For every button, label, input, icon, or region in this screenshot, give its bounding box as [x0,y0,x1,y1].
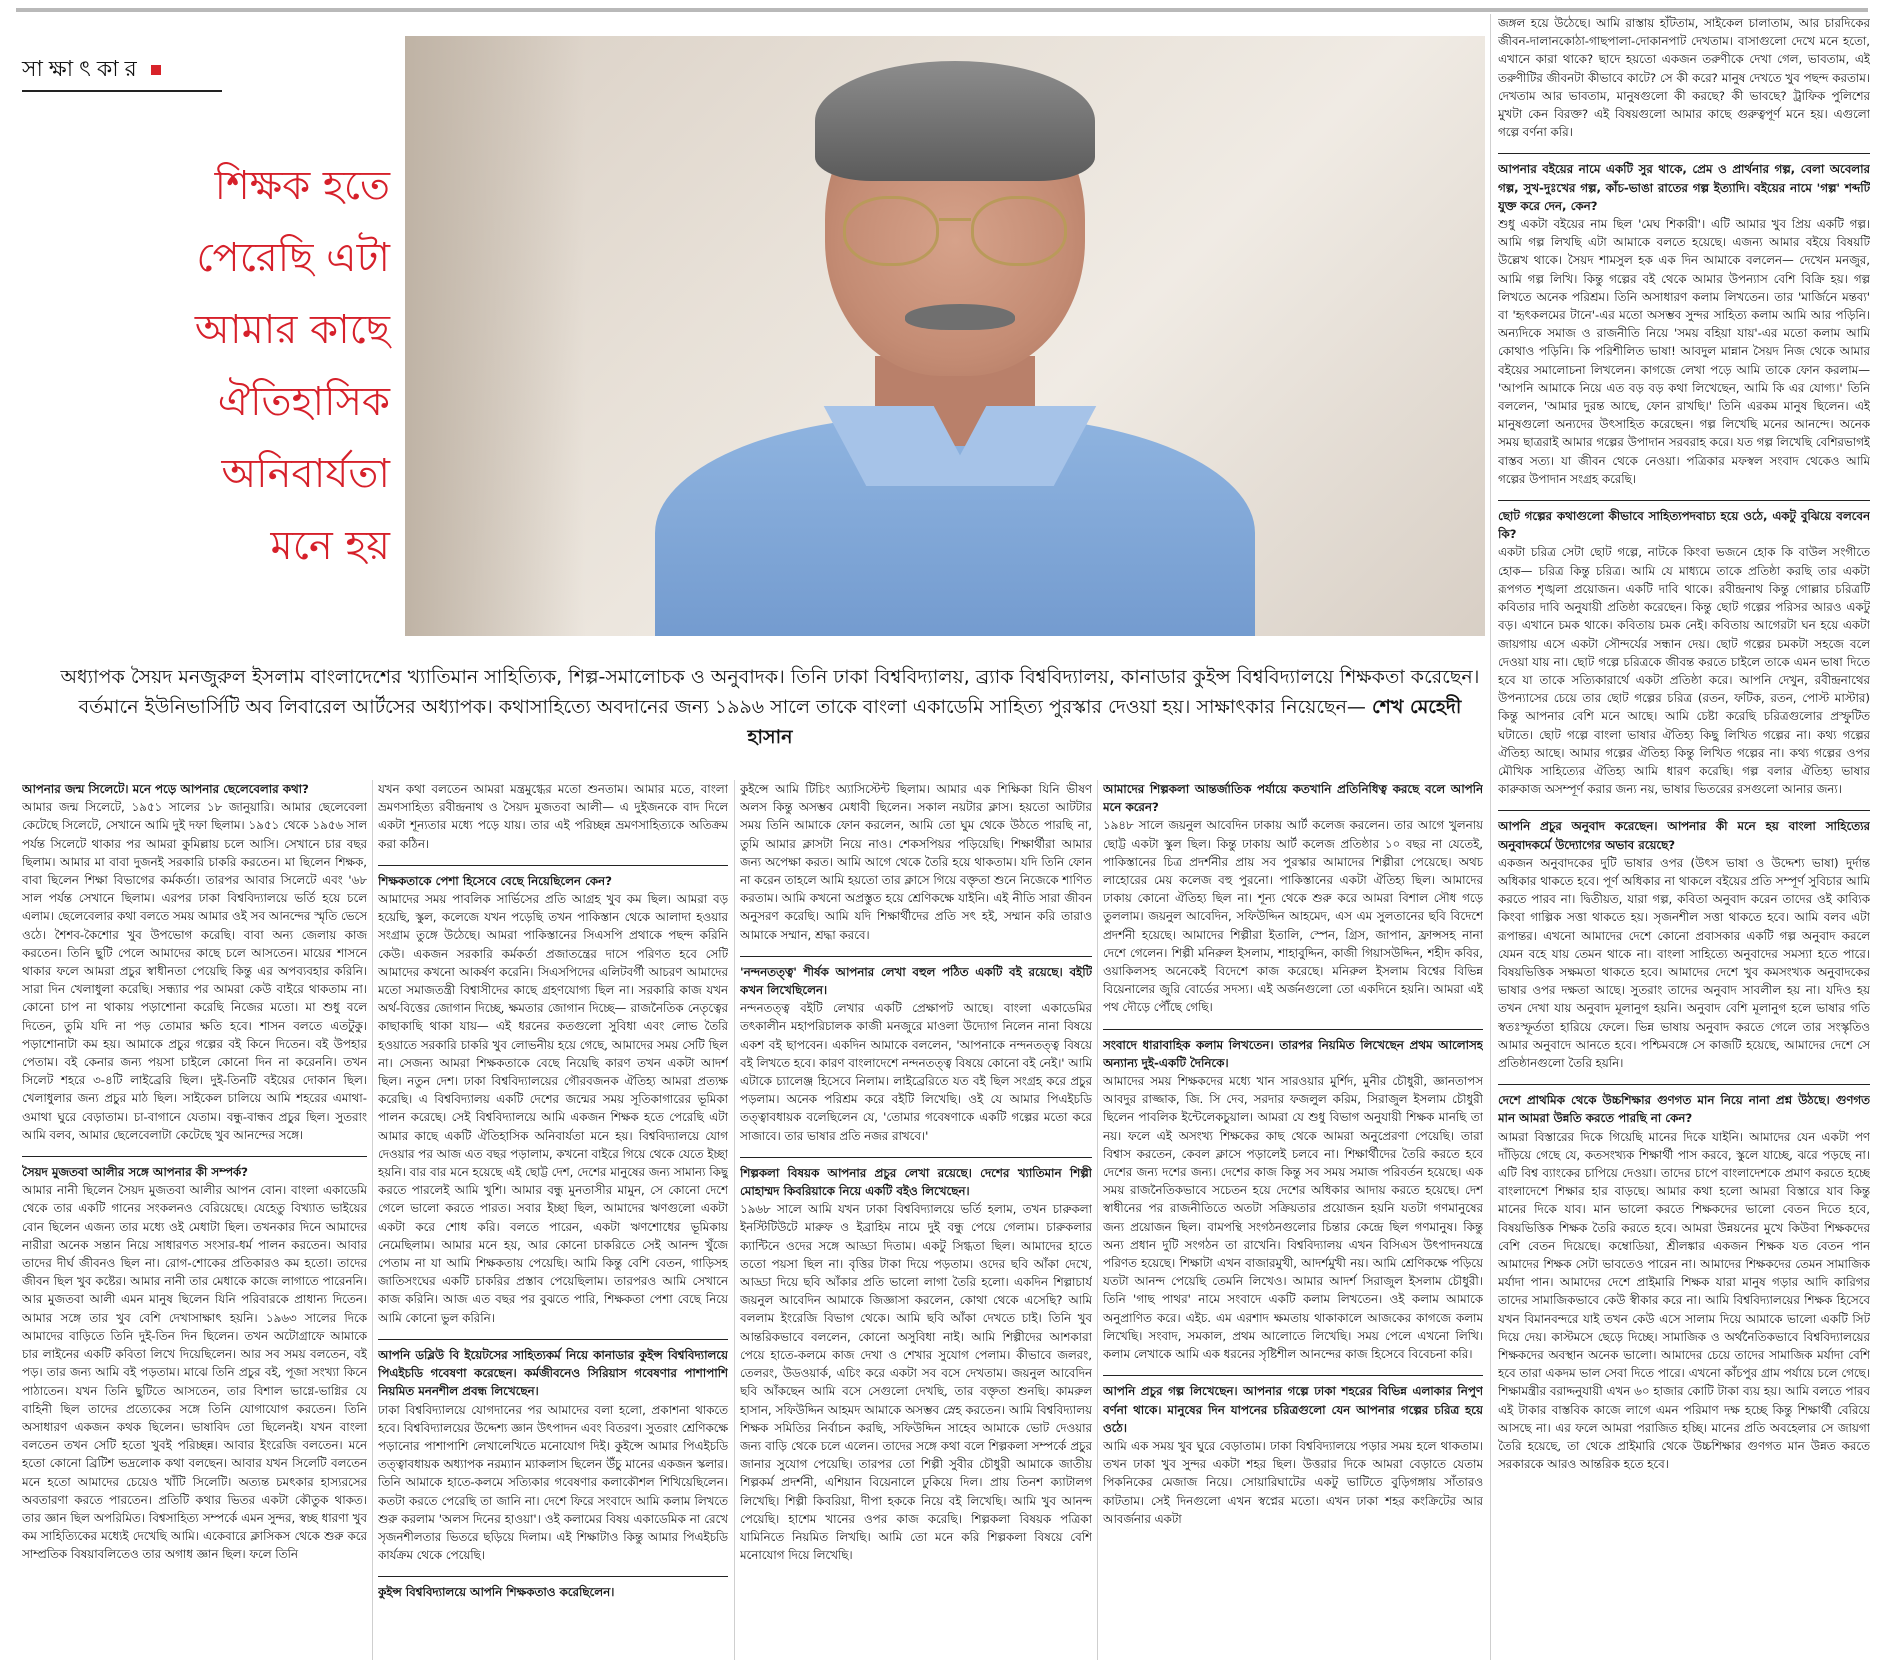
headline-line: মনে হয় [270,523,390,569]
question: সৈয়দ মুজতবা আলীর সঙ্গে আপনার কী সম্পর্ক? [22,1156,367,1181]
question: আপনি প্রচুর গল্প লিখেছেন। আপনার গল্পে ঢাকা শহরের বিভিন্ন এলাকার নিপুণ বর্ণনা থাকে। মানুষের দিন যাপনের চরিত্রগুলো যেন আপনার গল্পের চরিত্র হয়ে ওঠে। [1103,1375,1483,1437]
headline-line: পেরেছি এটা [196,235,390,281]
headline [90,150,390,582]
answer: আমার জন্ম সিলেটে, ১৯৫১ সালের ১৮ জানুয়ারি। আমার ছেলেবেলা কেটেছে সিলেটে, সেখানে আমি দুই দফা ছিলাম। ১৯৫১ থেকে ১৯৫৬ সাল পর্যন্ত সিলেটে থাকার পর আমরা কুমিল্লায় চলে আসি। সেখানে চার বছর ছিলাম। আমার মা বাবা দুজনই সরকারি চাকরি করতেন। মা ছিলেন শিক্ষক, বাবা ছিলেন শিক্ষা বিভাগের কর্মকর্তা। তারপর আবার সিলেটে এবং '৬৮ সাল পর্যন্ত সেখানে ছিলাম। এরপর ঢাকা বিশ্ববিদ্যালয়ে ভর্তি হয়ে চলে এলাম। ছেলেবেলার কথা বলতে সময় আমার ওই সব আনন্দের স্মৃতি ভেসে ওঠে। শৈশব-কৈশোর খুব উপভোগ করেছি। বাবা অন্য জেলায় কাজ করতেন। তিনি ছুটি পেলে আমাদের কাছে চলে আসতেন। মায়ের শাসনে থাকার ফলে আমরা প্রচুর স্বাধীনতা পেয়েছি কিন্তু এর অপব্যবহার করিনি। সারা দিন খেলাধুলা করেছি। সন্ধ্যার পর আমরা কেউ বাইরে থাকতাম না। কোনো চাপ না থাকায় পড়াশোনা করেছি নিজের মতো। মা শুধু বলে দিতেন, তুমি যদি না পড় তোমার ক্ষতি হবে। শাসন বলতে এতটুকু। পড়াশোনাটা কম হয়। আমাকে প্রচুর গল্পের বই কিনে দিতেন। বই উপহার পেতাম। বই কেনার জন্য পয়সা চাইলে কোনো দিন না করেননি। তখন সিলেট শহরে ৩-৪টি লাইব্রেরি ছিল। দুই-তিনটি বইয়ের দোকান ছিল। খেলাধুলার জন্য প্রচুর মাঠ ছিল। সাইকেল চালিয়ে আমি শহরের এমাথা-ওমাথা ঘুরে বেড়াতাম। চা-বাগানে যেতাম। বন্ধু-বান্ধব প্রচুর ছিল। সুতরাং আমি বলব, আমার ছেলেবেলাটা কেটেছে খুব আনন্দের সঙ্গে। [22,800,367,1142]
portrait-glasses [843,196,1067,266]
answer: ১৯৪৮ সালে জয়নুল আবেদিন ঢাকায় আর্ট কলেজ করলেন। তার আগে খুলনায় ছোট্ট একটা স্কুল ছিল। কিন্তু ঢাকায় আর্ট কলেজ প্রতিষ্ঠার ১০ বছর না যেতেই, পাকিস্তানের চিত্র প্রদর্শনীর প্রায় সব পুরস্কার আমাদের শিল্পীরা পেয়েছে। অথচ লাহোরের মেয় কলেজ বহু পুরনো। পাকিস্তানের একটা ঐতিহ্য ছিল। আমাদের ঢাকায় কোনো ঐতিহ্য ছিল না। শূন্য থেকে শুরু করে আমরা বিশাল সৌধ গড়ে তুললাম। জয়নুল আবেদিন, সফিউদ্দিন আহমেদ, এস এম সুলতানের ছবি বিদেশে প্রদর্শনী হয়েছে। আমাদের শিল্পীরা ইতালি, স্পেন, গ্রিস, জাপান, ফ্রান্সসহ নানা দেশে গেলেন। শিল্পী মনিরুল ইসলাম, শাহাবুদ্দিন, কাজী গিয়াসউদ্দিন, শহীদ কবির, ওয়াকিলসহ অনেকেই বিদেশে কাজ করেছে। মনিরুল ইসলাম বিশ্বের বিভিন্ন বিয়েনালের জুরি বোর্ডের সদস্য। এই অর্জনগুলো তো একদিনে হয়নি। আমরা এই পথ দৌড়ে পৌঁছে গেছি। [1103,818,1483,1015]
question: আপনি প্রচুর অনুবাদ করেছেন। আপনার কী মনে হয় বাংলা সাহিত্যের অনুবাদকর্মে উদ্যোগের অভাব রয়েছে? [1498,810,1870,853]
article-column-1 [22,780,367,1660]
question: আমাদের শিল্পকলা আন্তর্জাতিক পর্যায়ে কতখানি প্রতিনিধিত্ব করছে বলে আপনি মনে করেন? [1103,782,1483,815]
answer: যখন কথা বলতেন আমরা মন্ত্রমুগ্ধের মতো শুনতাম। আমার মতে, বাংলা ভ্রমণসাহিত্য রবীন্দ্রনাথ ও সৈয়দ মুজতবা আলী— এ দুইজনকে বাদ দিলে একটা শূন্যতার মধ্যে পড়ে যায়। তার এই পরিচ্ছন্ন ভ্রমণসাহিত্যকে অতিক্রম করা কঠিন। [378,782,728,851]
question: কুইন্স বিশ্ববিদ্যালয়ে আপনি শিক্ষকতাও করেছিলেন। [378,1576,728,1601]
question: ছোট গল্পের কথাগুলো কীভাবে সাহিত্যপদবাচ্য হয়ে ওঠে, একটু বুঝিয়ে বলবেন কি? [1498,500,1870,543]
intro-credit: শেখ মেহেদী হাসান [747,696,1462,748]
answer: জঙ্গল হয়ে উঠেছে। আমি রাস্তায় হাঁটতাম, সাইকেল চালাতাম, আর চারদিকের জীবন-দালানকোঠা-গাছপালা-দোকানপাট দেখতাম। বাসাগুলো দেখে মনে হতো, এখানে কারা থাকে? ছাদে হয়তো একজন তরুণীকে দেখা গেল, ভাবতাম, এই তরুণীটির জীবনটা কীভাবে কাটে? সে কী করে? মানুষ দেখতে খুব পছন্দ করতাম। দেখতাম আর ভাবতাম, মানুষগুলো কী করছে? কী ভাবছে? ট্রাফিক পুলিশের মুখটা কেন বিরক্ত? এই বিষয়গুলো আমার কাছে গুরুত্বপূর্ণ মনে হয়। এগুলো গল্পে বর্ণনা করি। [1498,16,1870,140]
question: 'নন্দনতত্ত্ব' শীর্ষক আপনার লেখা বহুল পঠিত একটি বই রয়েছে। বইটি কখন লিখেছিলেন। [740,956,1092,999]
article-column-2 [378,780,728,1660]
answer: একজন অনুবাদকের দুটি ভাষার ওপর (উৎস ভাষা ও উদ্দেশ্য ভাষা) দুর্দান্ত অধিকার থাকতে হবে। পূর্ণ অধিকার না থাকলে বইয়ের প্রতি সম্পূর্ণ সুবিচার আমি করতে পারব না। দ্বিতীয়ত, যারা গল্প, কবিতা অনুবাদ করেন তাদের ওই কাব্যিক কিংবা গাল্পিক সত্তা থাকতে হয়। সৃজনশীল সত্তা থাকতে হবে। আমি বলব এটা রূপান্তর। এখনো আমাদের দেশে কোনো প্রবাসকার একটি গল্প অনুবাদ করলে যেমন বহে যায় তেমন থাকে না। বাংলা সাহিত্যে অনুবাদের সমস্যা হতে পারে। বিষয়ভিত্তিক সক্ষমতা থাকতে হবে। আমাদের দেশে খুব কমসংখ্যক অনুবাদকের ভাষার ওপর দক্ষতা আছে। সুতরাং তাদের অনুবাদ সাবলীল হয় না। যদিও হয় তখন দেখা যায় অনুবাদ মূলানুগ হয়নি। অনুবাদ বেশি মূলানুগ হলে ভাষার গতি স্বতঃস্ফূর্ততা হারিয়ে ফেলে। ভিন্ন ভাষায় অনুবাদ করতে গেলে তার সংস্কৃতিও আমার অনুবাদে আনতে হবে। পশ্চিমবঙ্গে সে কাজটি হয়েছে, আমাদের দেশে সে প্রতিষ্ঠানগুলো তৈরি হয়নি। [1498,855,1870,1070]
section-kicker-label: সাক্ষাৎকার [22,57,143,82]
answer: আমার নানী ছিলেন সৈয়দ মুজতবা আলীর আপন বোন। বাংলা একাডেমি থেকে তার একটি গানের সংকলনও বেরিয়েছে। যেহেতু বিখ্যাত ভাইয়ের বোন ছিলেন এজন্য তার মধ্যে ওই মেধাটা ছিল। তখনকার দিনে আমাদের নারীরা অনেক সন্তান নিয়ে সাধারণত সংসার-ধর্ম পালন করতেন। আবার তাদের দীর্ঘ জীবনও ছিল না। রোগ-শোকের প্রতিকারও কম হতো। তাদের জীবন ছিল খুব কষ্টের। আমার নানী তার মেধাকে কাজে লাগাতে পারেননি। আর মুজতবা আলী এমন মানুষ ছিলেন যিনি পরিবারকে প্রাধান্য দিতেন। আমার সঙ্গে তার খুব বেশি দেখাসাক্ষাৎ হয়নি। ১৯৬৩ সালের দিকে আমাদের বাড়িতে তিনি দুই-তিন দিন ছিলেন। তখন অটোগ্রাফে আমাকে চার লাইনের একটি কবিতা লিখে দিয়েছিলেন। আর সব সময় বলতেন, বই পড়। তার জন্য আমি বই পড়তাম। মাঝে তিনি প্রচুর বই, পূজা সংখ্যা কিনে পাঠাতেন। যখন তিনি ছুটিতে আসতেন, তার বিশাল ভাগ্নে-ভাগ্নির যে বাহিনী ছিল তাদের প্রত্যেকের সঙ্গে তিনি যোগাযোগ করতেন। তিনি অসাধারণ একজন কথক ছিলেন। ভাষাবিদ তো ছিলেনই। যখন বাংলা বলতেন তখন সেটি হতো খুবই পরিচ্ছন্ন। আবার ইংরেজি বলতেন। মনে হতো কোনো ব্রিটিশ ভদ্রলোক কথা বলছেন। আবার যখন সিলেটি বলতেন মনে হতো আমাদের চেয়েও খাঁটি সিলেটি। অত্যন্ত চমৎকার হাস্যরসের অবতারণা করতে পারতেন। প্রতিটি কথার ভিতর একটা কৌতুক থাকত। তার জ্ঞান ছিল অপরিমিত। বিশ্বসাহিত্য সম্পর্কে এমন সুন্দর, স্বচ্ছ ধারণা খুব কম সাহিত্যিকের মধ্যেই দেখেছি আমি। একেবারে ক্লাসিকস থেকে শুরু করে সাম্প্রতিক বিষয়াবলিতেও তার অগাধ জ্ঞান ছিল। ফলে তিনি [22,1183,367,1562]
question: আপনি ডব্লিউ বি ইয়েটসের সাহিত্যকর্ম নিয়ে কানাডার কুইন্স বিশ্ববিদ্যালয়ে পিএইচডি গবেষণা করেছেন। কর্মজীবনেও সিরিয়াস গবেষণার পাশাপাশি নিয়মিত মননশীল প্রবন্ধ লিখেছেন। [378,1339,728,1401]
answer: একটা চরিত্র সেটা ছোট গল্পে, নাটকে কিংবা ভজনে হোক কি বাউল সংগীতে হোক— চরিত্র কিন্তু চরিত্র। আমি যে মাধ্যমে তাকে প্রতিষ্ঠা করছি তার একটা রূপগত শৃঙ্খলা প্রয়োজন। একটি দাবি থাকে। রবীন্দ্রনাথ কিন্তু গোল্লার চরিত্রটি কবিতার দাবি অনুযায়ী প্রতিষ্ঠা করেছেন। কিন্তু ছোট গল্পের পরিসর আরও একটু বড়। এখানে চমক থাকে। কবিতায় চমক নেই। কবিতায় আগেরটা ঘন হয়ে একটা জায়গায় এসে একটা সৌন্দর্যের সন্ধান দেয়। ছোট গল্পের চমকটা সহজে বলে দেওয়া যায় না। ছোট গল্পে চরিত্রকে জীবন্ত করতে চাইলে তাকে এমন ভাষা দিতে হবে যা তাকে সত্যিকারার্থে একটা প্রতিষ্ঠা করে। আপনি দেখুন, রবীন্দ্রনাথের উপন্যাসের চেয়ে তার ছোট গল্পের চরিত্র (রতন, ফটিক, রতন, পোস্ট মাস্টার) কিন্তু আপনার বেশি মনে আছে। আমি চেষ্টা করেছি চরিত্রগুলোর প্রস্ফুটিত ঘটাতে। ছোট গল্পে বাংলা ভাষার ঐতিহ্য কিছু লিখিত গল্পের না। কথ্য গল্পের ঐতিহ্য আছে। আমার গল্পের ঐতিহ্য কিন্তু লিখিত গল্পের না। কথ্য গল্পের ওপর মৌখিক সাহিত্যের ঐতিহ্য আমি ধারণ করেছি। গল্প বলার ঐতিহ্য ভাষার কারুকাজ অসম্পূর্ণ করার জন্য নয়, ভাষার ভিতরের রসগুলো আনার জন্য। [1498,545,1870,797]
glasses-lens-right [971,196,1067,266]
red-square-icon [151,65,161,75]
question: শিল্পকলা বিষয়ক আপনার প্রচুর লেখা রয়েছে। দেশের খ্যাতিমান শিল্পী মোহাম্মদ কিবরিয়াকে নিয়ে একটি বইও লিখেছেন। [740,1157,1092,1200]
photo-background [405,36,585,636]
answer: কুইন্সে আমি টিচিং অ্যাসিস্টেন্ট ছিলাম। আমার এক শিক্ষিকা যিনি ভীষণ অলস কিন্তু অসম্ভব মেধাবী ছিলেন। সকাল নয়টার ক্লাস। হয়তো আটটার সময় তিনি আমাকে ফোন করলেন, আমি তো ঘুম থেকে উঠতে পারছি না, তুমি আমার ক্লাসটা নিয়ে নাও। শেকসপিয়র পড়িয়েছি। শিক্ষার্থীরা আমার জন্য অপেক্ষা করত। আমি আগে থেকে তৈরি হয়ে থাকতাম। যদি তিনি ফোন না করেন তাহলে আমি হয়তো তার ক্লাসে গিয়ে বক্তৃতা শুনে নিজেকে শাণিত করতাম। আমি কখনো অপ্রস্তুত হয়ে শ্রেণিকক্ষে যাইনি। এই নীতি সারা জীবন অনুসরণ করেছি। আমি যদি শিক্ষার্থীদের প্রতি সৎ হই, সম্মান করি তারাও আমাকে সম্মান, শ্রদ্ধা করবে। [740,782,1092,942]
intro-body: অধ্যাপক সৈয়দ মনজুরুল ইসলাম বাংলাদেশের খ্যাতিমান সাহিত্যিক, শিল্প-সমালোচক ও অনুবাদক। তিনি ঢাকা বিশ্ববিদ্যালয়, ব্র্যাক বিশ্ববিদ্যালয়, কানাডার কুইন্স বিশ্ববিদ্যালয়ে শিক্ষকতা করেছেন। বর্তমানে ইউনিভার্সিটি অব লিবারেল আর্টসের অধ্যাপক। কথাসাহিত্যে অবদানের জন্য ১৯৯৬ সালে তাকে বাংলা একাডেমি সাহিত্য পুরস্কার দেওয়া হয়। সাক্ষাৎকার নিয়েছেন— [60,666,1480,718]
intro-paragraph [60,662,1480,752]
article-column-3 [740,780,1092,1660]
answer: আমাদের সময় পাবলিক সার্ভিসের প্রতি আগ্রহ খুব কম ছিল। আমরা বড় হয়েছি, স্কুল, কলেজে যখন পড়েছি তখন পাকিস্তান থেকে আলাদা হওয়ার সংগ্রাম তুঙ্গে উঠেছে। আমরা পাকিস্তানের সিএসপি প্রথাকে পছন্দ করিনি কেউ। একজন সরকারি কর্মকর্তা প্রজাতন্ত্রের দাসে পরিণত হবে সেটি আমাদের কখনো আকর্ষণ করেনি। সিএসপিদের এলিটবর্গী আচরণ আমাদের মতো সমাজতন্ত্রী বিশ্বাসীদের কাছে গ্রহণযোগ্য ছিল না। সরকারি কাজ যখন অর্থ-বিত্তের জোগান দিচ্ছে, ক্ষমতার জোগান দিচ্ছে— রাজনৈতিক নেতৃত্বের কাছাকাছি থাকা যায়— এই ধরনের কতগুলো সুবিধা এবং লোভ তৈরি হওয়াতে সরকারি চাকরি খুব লোভনীয় হয়ে গেছে, আমাদের সময় সেটি ছিল না। সেজন্য আমরা শিক্ষকতাকে বেছে নিয়েছি কারণ তখন একটা আদর্শ ছিল। নতুন দেশ। ঢাকা বিশ্ববিদ্যালয়ের গৌরবজনক ঐতিহ্য আমরা প্রত্যক্ষ করেছি। এ বিশ্ববিদ্যালয় একটি দেশের জন্মের সময় সূতিকাগারের ভূমিকা পালন করেছে। সেই বিশ্ববিদ্যালয়ে আমি একজন শিক্ষক হতে পেরেছি এটা আমার কাছে একটি ঐতিহাসিক অনিবার্যতা মনে হয়। বিশ্ববিদ্যালয়ে যোগ দেওয়ার পর আজ এত বছর পড়ালাম, কখনো বাইরে গিয়ে থেকে যেতে ইচ্ছা হয়নি। বার বার মনে হয়েছে এই ছোট্ট দেশ, দেশের মানুষের জন্য সামান্য কিছু করতে পারলেই আমি খুশি। আমার বন্ধু মুনতাসীর মামুন, সে কোনো দেশে গেলে ভালো করতে পারত। সবার ইচ্ছা ছিল, আমাদের ঋণগুলো একটা একটা করে শোধ করি। বলতে পারেন, একটা ঋণশোধের ভূমিকায় নেমেছিলাম। আমার মনে হয়, আর কোনো চাকরিতে সেই আনন্দ খুঁজে পেতাম না যা আমি শিক্ষকতায় পেয়েছি। আমি কিন্তু বেশি বেতন, গাড়িসহ জাতিসংঘের একটি চাকরির প্রস্তাব পেয়েছিলাম। তারপরও আমি সেখানে কাজ করিনি। আজ এত বছর পর বুঝতে পারি, শিক্ষকতা পেশা বেছে নিয়ে আমি কোনো ভুল করিনি। [378,892,728,1325]
column-divider [1097,780,1098,1660]
glasses-bridge [939,218,971,221]
section-kicker [22,52,161,89]
column-divider [372,780,373,1660]
headline-line: আমার কাছে [194,307,390,353]
column-divider [1490,14,1491,1660]
answer: ঢাকা বিশ্ববিদ্যালয়ে যোগদানের পর আমাদের বলা হলো, প্রকাশনা থাকতে হবে। বিশ্ববিদ্যালয়ের উদ্দেশ্য জ্ঞান উৎপাদন এবং বিতরণ। সুতরাং শ্রেণিকক্ষে পড়ানোর পাশাপাশি লেখালেখিতে মনোযোগ দিই। কুইন্সে আমার পিএইচডি তত্ত্বাবধায়ক অধ্যাপক নরম্যান ম্যাকলাস ছিলেন উঁচু মানের একজন স্কলার। তিনি আমাকে হাতে-কলমে সত্যিকার গবেষণার কলাকৌশল শিখিয়েছিলেন। কতটা করতে পেরেছি তা জানি না। দেশে ফিরে সংবাদে আমি কলাম লিখতে শুরু করলাম 'অলস দিনের হাওয়া'। ওই কলামের বিষয় একাডেমিক না রেখে সৃজনশীলতার ভিতরে ছড়িয়ে দিলাম। এই শিক্ষাটাও কিন্তু আমার পিএইচডি কার্যক্রম থেকে পেয়েছি। [378,1402,728,1563]
article-column-4 [1103,780,1483,1660]
headline-line: শিক্ষক হতে [214,163,390,209]
article-column-5 [1498,14,1870,1660]
answer: আমি এক সময় খুব ঘুরে বেড়াতাম। ঢাকা বিশ্ববিদ্যালয়ে পড়ার সময় হলে থাকতাম। তখন ঢাকা খুব সুন্দর একটা শহর ছিল। উত্তরার দিকে আমরা বেড়াতে যেতাম পিকনিকের মেজাজ নিয়ে। সোয়ারিঘাটের একটু ভাটিতে বুড়িগঙ্গায় সাঁতারও কাটতাম। সেই দিনগুলো এখন স্বপ্নের মতো। এখন ঢাকা শহর কংক্রিটের আর আবর্জনার একটা [1103,1438,1483,1526]
answer: আমাদের সময় শিক্ষকদের মধ্যে খান সারওয়ার মুর্শিদ, মুনীর চৌধুরী, জ্ঞানতাপস আবদুর রাজ্জাক, জি. সি দেব, সরদার ফজলুল করিম, সিরাজুল ইসলাম চৌধুরী ছিলেন পাবলিক ইন্টেলেকচুয়াল। আমরা যে শুধু বিভাগ অনুযায়ী শিক্ষক মানছি তা নয়। ফলে এই অসংখ্য শিক্ষকের কাছ থেকে আমরা অনুপ্রেরণা পেয়েছি। তারা বিশ্বাস করতেন, কেবল ক্লাসে পড়ালেই চলবে না। শিক্ষার্থীদের তৈরি করতে হবে দেশের জন্য দশের জন্য। দেশের কাজ কিন্তু সব সময় সমাজ পরিবর্তন হয়েছে। এক সময় রাজনৈতিকভাবে সচেতন হয়ে দেশের অধিকার আদায় করতে হয়েছে। দেশ স্বাধীনের পর রাজনীতিতে অতটা সক্রিয়তার প্রয়োজন হয়নি যতটা গণমানুষের জন্য প্রয়োজন ছিল। বামপন্থি সংগঠনগুলোর চিন্তার কেন্দ্রে ছিল গণমানুষ। কিন্তু অন্য প্রধান দুটি সংগঠন তা রাখেনি। বিশ্ববিদ্যালয় এখন বিসিএস উৎপাদনযন্ত্রে পরিণত হয়েছে। শিক্ষাটা এখন বাজারমুখী, আদর্শমুখী নয়। আমি শ্রেণিকক্ষে পড়িয়ে যতটা আনন্দ পেয়েছি তেমনি লিখেও। আমার আদর্শ সিরাজুল ইসলাম চৌধুরী। তিনি 'গাছ পাথর' নামে সংবাদে একটি কলাম লিখতেন। ওই কলাম আমাকে অনুপ্রাণিত করে। এইচ. এম এরশাদ ক্ষমতায় থাকাকালে আজকের কাগজে কলাম লিখেছি। সংবাদ, সমকাল, প্রথম আলোতে লিখেছি। সময় পেলে এখনো লিখি। কলাম লেখাকে আমি এক ধরনের সৃষ্টিশীল আনন্দের কাজ হিসেবে বিবেচনা করি। [1103,1074,1483,1362]
question: আপনার বইয়ের নামে একটি সুর থাকে, প্রেম ও প্রার্থনার গল্প, বেলা অবেলার গল্প, সুখ-দুঃখের গল্প, কাঁচ-ভাঙা রাতের গল্প ইত্যাদি। বইয়ের নামে 'গল্প' শব্দটি যুক্ত করে দেন, কেন? [1498,153,1870,215]
answer: আমরা বিস্তারের দিকে গিয়েছি মানের দিকে যাইনি। আমাদের যেন একটা পণ দাঁড়িয়ে গেছে যে, কতসংখ্যক শিক্ষার্থী পাস করবে, স্কুলে যাচ্ছে, ঝরে পড়ছে না। এটি বিশ্ব ব্যাংকের চাপিয়ে দেওয়া। তাদের চাপে বাংলাদেশকে প্রমাণ করতে হচ্ছে বাংলাদেশে শিক্ষার হার বাড়ছে। আমার কথা হলো আমরা বিস্তারে যাব কিন্তু মানের দিকে যাব। মান ভালো করতে শিক্ষকদের ভালো বেতন দিতে হবে, বিষয়ভিত্তিক শিক্ষক তৈরি করতে হবে। আমরা উন্নয়নের মুখে কিউবা শিক্ষকদের বেশি বেতন দিয়েছে। কম্বোডিয়া, শ্রীলঙ্কার একজন শিক্ষক যত বেতন পান আমাদের শিক্ষক সেটা ভাবতেও পারেন না। আমাদের শিক্ষকদের তেমন সামাজিক মর্যাদা পান। আমাদের দেশে প্রাইমারি শিক্ষক যারা মানুষ গড়ার আদি কারিগর তাদের সামাজিকভাবে কেউ স্বীকার করে না। আমি বিশ্ববিদ্যালয়ের শিক্ষক হিসেবে যখন বিমানবন্দরে যাই তখন কেউ এসে সালাম দিয়ে আমাকে ভালো একটি সিট দিয়ে দেয়। কাস্টমসে ছেড়ে দিচ্ছে। সামাজিক ও অর্থনৈতিকভাবে বিশ্ববিদ্যালয়ের শিক্ষকদের অবস্থান অনেক ভালো। আমাদের চেয়ে তাদের সামাজিক মর্যাদা বেশি হবে তারা একদম ভাল সেবা দিতে পারে। এখনো কাঁচপুর গ্রাম পর্যায়ে চলে গেছে। শিক্ষামন্ত্রীর বরাদ্দনুযায়ী এখন ৬০ হাজার কোটি টাকা ব্যয় হয়। আমি বলতে পারব এই টাকার বাস্তবিক কাজে লাগে এমন পরিমাণ দক্ষ হচ্ছে কিন্তু শিক্ষার্থী বেরিয়ে আসছে না। এর ফলে আমরা পরাজিত হচ্ছি। মানের প্রতি অবহেলার সে জায়গা তৈরি হয়েছে, তা থেকে প্রাইমারি থেকে উচ্চশিক্ষার গুণগত মান উন্নত করতে সরকারকে আরও আন্তরিক হতে হবে। [1498,1129,1870,1472]
kicker-underline [22,90,222,92]
column-divider [734,780,735,1660]
answer: নন্দনতত্ত্ব বইটি লেখার একটি প্রেক্ষাপট আছে। বাংলা একাডেমির তৎকালীন মহাপরিচালক কাজী মনজুরে মাওলা উদ্যোগ নিলেন নানা বিষয়ে একশ বই ছাপবেন। একদিন আমাকে বললেন, 'আপনাকে নন্দনতত্ত্ব বিষয়ে বই লিখতে হবে। কারণ বাংলাদেশে নন্দনতত্ত্ব বিষয়ে কোনো বই নেই।' আমি এটাকে চ্যালেঞ্জ হিসেবে নিলাম। লাইব্রেরিতে যত বই ছিল সংগ্রহ করে প্রচুর পড়লাম। অনেক পরিশ্রম করে বইটি লিখেছি। ওই যে আমার পিএইচডি তত্ত্বাবধায়ক বলেছিলেন যে, 'তোমার গবেষণাকে একটি গল্পের মতো করে সাজাবে। তার ভাষার প্রতি নজর রাখবে।' [740,1001,1092,1143]
question: দেশে প্রাথমিক থেকে উচ্চশিক্ষার গুণগত মান নিয়ে নানা প্রশ্ন উঠছে। গুণগত মান আমরা উন্নতি করতে পারছি না কেন? [1498,1084,1870,1127]
question: শিক্ষকতাকে পেশা হিসেবে বেছে নিয়েছিলেন কেন? [378,865,728,890]
answer: ১৯৬৮ সালে আমি যখন ঢাকা বিশ্ববিদ্যালয়ে ভর্তি হলাম, তখন চারুকলা ইনস্টিটিউটে মারুফ ও ইব্রাহিম নামে দুই বন্ধু পেয়ে গেলাম। চারুকলার ক্যান্টিনে ওদের সঙ্গে আড্ডা দিতাম। একটু সিগ্ধতা ছিল। আমাদের হাতে ততো পয়সা ছিল না। বৃত্তির টাকা দিয়ে পড়তাম। ওদের ছবি আঁকা দেখে, আড্ডা দিয়ে ছবি আঁকার প্রতি ভালো লাগা তৈরি হলো। একদিন শিল্পাচার্য জয়নুল আবেদিন আমাকে জিজ্ঞাসা করলেন, কোথা থেকে এসেছি? আমি বললাম ইংরেজি বিভাগ থেকে। আমি ছবি আঁকা দেখতে চাই। তিনি খুব আন্তরিকভাবে বললেন, কোনো অসুবিধা নাই। আমি শিল্পীদের আশকারা পেয়ে হাতে-কলমে কাজ দেখা ও শেখার সুযোগ পেলাম। কীভাবে জলরং, তেলরং, উডওয়ার্ক, এচিং করে একটা সব বসে দেখতাম। জয়নুল আবেদিন ছবি আঁকছেন আমি বসে সেগুলো দেখছি, তার বক্তৃতা শুনছি। কামরুল হাসান, সফিউদ্দিন আহমদ আমাকে অসম্ভব স্নেহ করতেন। আমি বিশ্ববিদ্যালয় শিক্ষক সমিতির নির্বাচন করছি, সফিউদ্দিন সাহেব আমাকে ভোট দেওয়ার জন্য বাড়ি থেকে চলে এলেন। তাদের সঙ্গে কথা বলে শিল্পকলা সম্পর্কে প্রচুর জানার সুযোগ পেয়েছি। তারপর তো শিল্পী সুবীর চৌধুরী আমাকে জাতীয় শিল্পকর্ম প্রদর্শনী, এশিয়ান বিয়েনালে ঢুকিয়ে দিল। প্রায় তিনশ ক্যাটালগ লিখেছি। শিল্পী কিবরিয়া, দীপা হককে নিয়ে বই লিখেছি। আমি খুব আনন্দ পেয়েছি। হাশেম খানের ওপর কাজ করেছি। শিল্পকলা বিষয়ক পত্রিকা যামিনিতে নিয়মিত লিখছি। আমি তো মনে করি শিল্পকলা বিষয়ে বেশি মনোযোগ দিয়ে লিখেছি। [740,1202,1092,1563]
question: সংবাদে ধারাবাহিক কলাম লিখতেন। তারপর নিয়মিত লিখেছেন প্রথম আলোসহ অন্যান্য দুই-একটি দৈনিকে। [1103,1029,1483,1072]
portrait-mustache [905,304,1015,330]
portrait-photo [405,36,1485,636]
portrait-hair [815,61,1095,181]
headline-line: ঐতিহাসিক [217,379,390,425]
top-rule [16,8,1868,12]
headline-line: অনিবার্যতা [221,451,390,497]
answer: শুধু একটা বইয়ের নাম ছিল 'মেঘ শিকারী'। এটি আমার খুব প্রিয় একটি গল্প। আমি গল্প লিখছি এটা আমাকে বলতে হয়েছে। এজন্য আমার বইয়ে বিষয়টি উল্লেখ থাকে। সৈয়দ শামসুল হক এক দিন আমাকে বললেন— দেখেন মনজুর, আমি গল্প লিখি। কিন্তু গল্পের বই থেকে আমার উপন্যাস বেশি বিক্রি হয়। গল্প লিখতে অনেক পরিশ্রম। তিনি অসাধারণ কলাম লিখতেন। তার 'মার্জিনে মন্তব্য' বা 'হৃৎকলমের টানে'-এর মতো অসম্ভব সুন্দর সাহিত্য কলাম আমি আর পড়িনি। অন্যদিকে সমাজ ও রাজনীতি নিয়ে 'সময় বহিয়া যায়'-এর মতো কলাম আমি কোথাও পড়িনি। কি পরিশীলিত ভাষা! আবদুল মান্নান সৈয়দ নিজ থেকে আমার বইয়ের সমালোচনা লিখলেন। কাগজে লেখা পড়ে আমি তাকে ফোন করলাম— 'আপনি আমাকে নিয়ে এত বড় বড় কথা লিখেছেন, আমি কি এর যোগ্য।' তিনি বললেন, 'আমার দুরন্ত আছে, ফোন রাখছি।' তিনি এরকম মানুষ ছিলেন। এই মানুষগুলো অন্যদের উৎসাহিত করেছেন। গল্প লিখেছি মনের আনন্দে। অনেক সময় ছাত্ররাই আমার গল্পের উপাদান সরবরাহ করে। যত গল্প লিখেছি বেশিরভাগই বাস্তব সত্য। যা জীবন থেকে নেওয়া। পত্রিকার মফস্বল সংবাদ থেকেও আমি গল্পের উপাদান সংগ্রহ করেছি। [1498,217,1870,486]
glasses-lens-left [843,196,939,266]
question: আপনার জন্ম সিলেটে। মনে পড়ে আপনার ছেলেবেলার কথা? [22,782,309,796]
